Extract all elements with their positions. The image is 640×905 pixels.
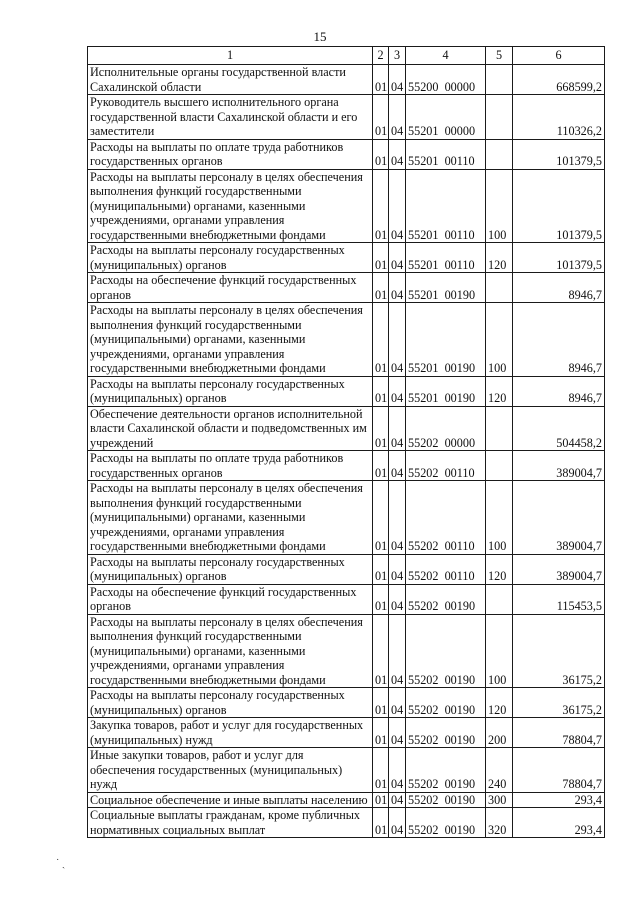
row-amount: 101379,5 [513, 169, 605, 243]
row-amount: 101379,5 [513, 139, 605, 169]
table-body [88, 65, 605, 838]
table-row [88, 406, 605, 451]
row-target: 55202 00190 [406, 614, 486, 688]
row-type [486, 584, 513, 614]
row-target: 55201 00190 [406, 376, 486, 406]
row-type: 120 [486, 554, 513, 584]
row-target: 55202 00190 [406, 792, 486, 808]
row-amount: 78804,7 [513, 748, 605, 793]
row-name: Расходы на обеспечение функций государственных органов [88, 584, 373, 614]
table-row [88, 376, 605, 406]
row-target: 55202 00190 [406, 584, 486, 614]
row-section: 01 [373, 614, 389, 688]
header-row [88, 47, 605, 65]
row-amount: 504458,2 [513, 406, 605, 451]
row-subsection: 04 [389, 792, 406, 808]
row-section: 01 [373, 748, 389, 793]
row-name: Иные закупки товаров, работ и услуг для обеспечения государственных (муниципальных) нужд [88, 748, 373, 793]
table-row [88, 243, 605, 273]
row-subsection: 04 [389, 139, 406, 169]
row-name: Расходы на выплаты по оплате труда работников государственных органов [88, 451, 373, 481]
row-target: 55201 00110 [406, 243, 486, 273]
row-type [486, 139, 513, 169]
scan-margin-mark: ˙ ˎ [56, 858, 66, 869]
row-type: 100 [486, 481, 513, 555]
row-type: 120 [486, 243, 513, 273]
row-section: 01 [373, 718, 389, 748]
row-amount: 8946,7 [513, 376, 605, 406]
row-type: 120 [486, 688, 513, 718]
table-row [88, 718, 605, 748]
table-row [88, 303, 605, 377]
row-section: 01 [373, 808, 389, 838]
table-row [88, 139, 605, 169]
row-target: 55201 00110 [406, 139, 486, 169]
row-name: Расходы на выплаты персоналу в целях обеспечения выполнения функций государственными (муниципальными) органами, казенными учреждениями, органами управления государственными внебюджетными фондами [88, 614, 373, 688]
row-subsection: 04 [389, 169, 406, 243]
row-type [486, 273, 513, 303]
row-name: Социальное обеспечение и иные выплаты населению [88, 792, 373, 808]
table-header [88, 47, 605, 65]
row-amount: 293,4 [513, 792, 605, 808]
row-subsection: 04 [389, 451, 406, 481]
table-row [88, 748, 605, 793]
row-target: 55202 00110 [406, 481, 486, 555]
row-amount: 36175,2 [513, 614, 605, 688]
table-row [88, 584, 605, 614]
row-type [486, 95, 513, 140]
row-target: 55202 00190 [406, 748, 486, 793]
row-subsection: 04 [389, 65, 406, 95]
table-row [88, 451, 605, 481]
row-amount: 389004,7 [513, 554, 605, 584]
row-name: Расходы на выплаты персоналу в целях обеспечения выполнения функций государственными (муниципальными) органами, казенными учреждениями, органами управления государственными внебюджетными фондами [88, 169, 373, 243]
row-section: 01 [373, 584, 389, 614]
row-target: 55201 00190 [406, 273, 486, 303]
column-header-subsection: 3 [389, 47, 406, 65]
row-subsection: 04 [389, 303, 406, 377]
row-target: 55202 00190 [406, 718, 486, 748]
budget-table [87, 46, 605, 838]
row-section: 01 [373, 273, 389, 303]
row-type [486, 406, 513, 451]
row-subsection: 04 [389, 718, 406, 748]
row-name: Расходы на выплаты персоналу государственных (муниципальных) органов [88, 376, 373, 406]
row-amount: 389004,7 [513, 481, 605, 555]
row-name: Расходы на обеспечение функций государственных органов [88, 273, 373, 303]
table-row [88, 65, 605, 95]
row-type [486, 451, 513, 481]
row-subsection: 04 [389, 584, 406, 614]
row-target: 55201 00110 [406, 169, 486, 243]
row-name: Расходы на выплаты персоналу в целях обеспечения выполнения функций государственными (муниципальными) органами, казенными учреждениями, органами управления государственными внебюджетными фондами [88, 481, 373, 555]
table-row [88, 95, 605, 140]
row-name: Руководитель высшего исполнительного органа государственной власти Сахалинской области и его заместители [88, 95, 373, 140]
column-header-type: 5 [486, 47, 513, 65]
row-target: 55202 00110 [406, 451, 486, 481]
row-section: 01 [373, 481, 389, 555]
table-row [88, 273, 605, 303]
row-amount: 101379,5 [513, 243, 605, 273]
row-section: 01 [373, 65, 389, 95]
column-header-amount: 6 [513, 47, 605, 65]
row-name: Расходы на выплаты персоналу государственных (муниципальных) органов [88, 554, 373, 584]
row-amount: 8946,7 [513, 303, 605, 377]
row-target: 55200 00000 [406, 65, 486, 95]
row-amount: 8946,7 [513, 273, 605, 303]
row-amount: 115453,5 [513, 584, 605, 614]
row-name: Закупка товаров, работ и услуг для государственных (муниципальных) нужд [88, 718, 373, 748]
row-name: Расходы на выплаты по оплате труда работников государственных органов [88, 139, 373, 169]
row-subsection: 04 [389, 376, 406, 406]
table-row [88, 169, 605, 243]
row-target: 55202 00110 [406, 554, 486, 584]
row-amount: 78804,7 [513, 718, 605, 748]
row-type: 100 [486, 303, 513, 377]
table-row [88, 688, 605, 718]
row-amount: 293,4 [513, 808, 605, 838]
page-number: 15 [313, 29, 327, 44]
row-target: 55201 00000 [406, 95, 486, 140]
row-amount: 110326,2 [513, 95, 605, 140]
row-name: Расходы на выплаты персоналу государственных (муниципальных) органов [88, 688, 373, 718]
table-row [88, 481, 605, 555]
row-subsection: 04 [389, 273, 406, 303]
row-subsection: 04 [389, 243, 406, 273]
row-target: 55202 00190 [406, 688, 486, 718]
row-type [486, 65, 513, 95]
row-section: 01 [373, 792, 389, 808]
row-subsection: 04 [389, 688, 406, 718]
row-type: 100 [486, 169, 513, 243]
row-section: 01 [373, 169, 389, 243]
row-section: 01 [373, 243, 389, 273]
row-type: 120 [486, 376, 513, 406]
row-type: 240 [486, 748, 513, 793]
table-row [88, 554, 605, 584]
row-amount: 668599,2 [513, 65, 605, 95]
row-name: Социальные выплаты гражданам, кроме публичных нормативных социальных выплат [88, 808, 373, 838]
row-type: 200 [486, 718, 513, 748]
row-subsection: 04 [389, 748, 406, 793]
row-target: 55202 00000 [406, 406, 486, 451]
row-section: 01 [373, 451, 389, 481]
row-section: 01 [373, 688, 389, 718]
row-amount: 389004,7 [513, 451, 605, 481]
row-type: 320 [486, 808, 513, 838]
column-header-section: 2 [373, 47, 389, 65]
row-section: 01 [373, 139, 389, 169]
table-row [88, 614, 605, 688]
column-header-name: 1 [88, 47, 373, 65]
row-subsection: 04 [389, 808, 406, 838]
row-target: 55202 00190 [406, 808, 486, 838]
row-section: 01 [373, 303, 389, 377]
row-name: Расходы на выплаты персоналу государственных (муниципальных) органов [88, 243, 373, 273]
row-section: 01 [373, 406, 389, 451]
column-header-target: 4 [406, 47, 486, 65]
row-subsection: 04 [389, 95, 406, 140]
row-subsection: 04 [389, 481, 406, 555]
row-name: Исполнительные органы государственной власти Сахалинской области [88, 65, 373, 95]
row-section: 01 [373, 376, 389, 406]
row-subsection: 04 [389, 406, 406, 451]
row-amount: 36175,2 [513, 688, 605, 718]
table-row [88, 792, 605, 808]
row-name: Обеспечение деятельности органов исполнительной власти Сахалинской области и подведомственных им учреждений [88, 406, 373, 451]
row-section: 01 [373, 95, 389, 140]
table-row [88, 808, 605, 838]
row-target: 55201 00190 [406, 303, 486, 377]
row-subsection: 04 [389, 554, 406, 584]
row-type: 100 [486, 614, 513, 688]
row-subsection: 04 [389, 614, 406, 688]
row-name: Расходы на выплаты персоналу в целях обеспечения выполнения функций государственными (муниципальными) органами, казенными учреждениями, органами управления государственными внебюджетными фондами [88, 303, 373, 377]
row-section: 01 [373, 554, 389, 584]
row-type: 300 [486, 792, 513, 808]
